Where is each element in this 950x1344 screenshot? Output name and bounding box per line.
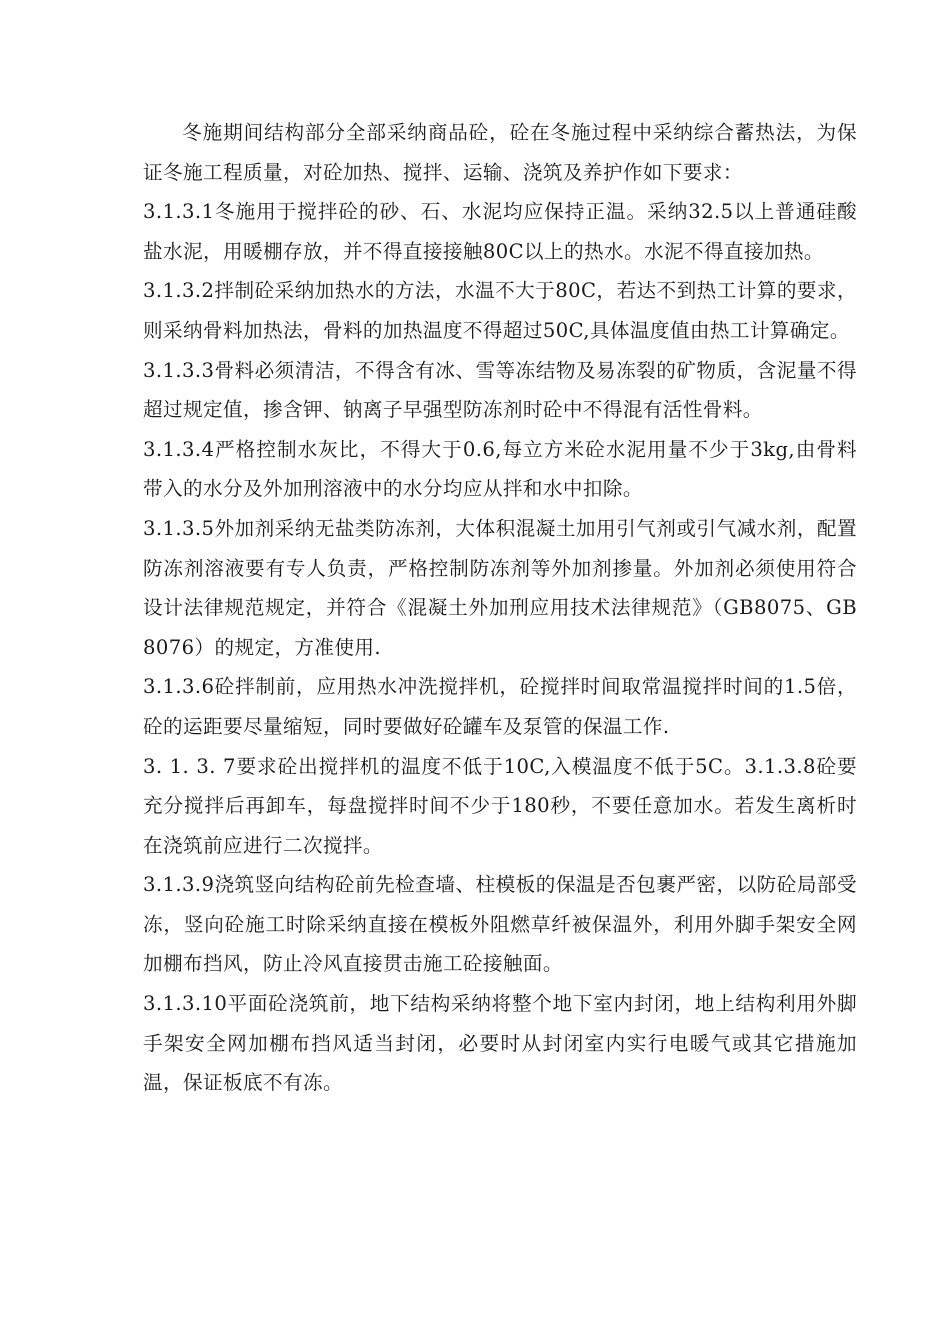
clause-3-1-3-2: 3.1.3.2拌制砼采纳加热水的方法，水温不大于80C，若达不到热工计算的要求，则采纳骨料加热法，骨料的加热温度不得超过50C,具体温度值由热工计算确定。 bbox=[143, 279, 857, 342]
clause-3-1-3-5: 3.1.3.5外加剂采纳无盐类防冻剂，大体积混凝土加用引气剂或引气减水剂，配置防冻剂溶液要有专人负责，严格控制防冻剂等外加剂掺量。外加剂必须使用符合设计法律规范规定，并符合《混凝土外加刑应用技术法律规范》（GB8075、GB8076）的规定，方准使用. bbox=[143, 516, 857, 659]
clause-3-1-3-9: 3.1.3.9浇筑竖向结构砼前先检查墙、柱模板的保温是否包裹严密，以防砼局部受冻，竖向砼施工时除采纳直接在模板外阻燃草纤被保温外，利用外脚手架安全网加棚布挡风，防止冷风直接贯击施工砼接触面。 bbox=[143, 873, 857, 976]
clause-3-1-3-7: 3. 1. 3. 7要求砼出搅拌机的温度不低于10C,入模温度不低于5C。3.1.3.8砼要充分搅拌后再卸车，每盘搅拌时间不少于180秒，不要任意加水。若发生离析时在浇筑前应进行二次搅拌。 bbox=[143, 754, 857, 857]
clause-3-1-3-1: 3.1.3.1冬施用于搅拌砼的砂、石、水泥均应保持正温。采纳32.5以上普通硅酸盐水泥，用暖棚存放，并不得直接接触80C以上的热水。水泥不得直接加热。 bbox=[143, 200, 857, 263]
clause-3-1-3-10: 3.1.3.10平面砼浇筑前，地下结构采纳将整个地下室内封闭，地上结构利用外脚手架安全网加棚布挡风适当封闭，必要时从封闭室内实行电暖气或其它措施加温，保证板底不有冻。 bbox=[143, 992, 857, 1095]
clause-3-1-3-6: 3.1.3.6砼拌制前，应用热水冲洗搅拌机，砼搅拌时间取常温搅拌时间的1.5倍，砼的运距要尽量缩短，同时要做好砼罐车及泵管的保温工作. bbox=[143, 675, 857, 738]
clause-3-1-3-4: 3.1.3.4严格控制水灰比，不得大于0.6,每立方米砼水泥用量不少于3kg,由骨料带入的水分及外加刑溶液中的水分均应从拌和水中扣除。 bbox=[143, 437, 857, 501]
clause-3-1-3-3: 3.1.3.3骨料必须清洁，不得含有冰、雪等冻结物及易冻裂的矿物质，含泥量不得超过规定值，掺含钾、钠离子早强型防冻剂时砼中不得混有活性骨料。 bbox=[143, 358, 857, 422]
document-body bbox=[143, 113, 857, 1103]
intro-paragraph: 冬施期间结构部分全部采纳商品砼，砼在冬施过程中采纳综合蓄热法，为保证冬施工程质量，对砼加热、搅拌、运输、浇筑及养护作如下要求： bbox=[143, 121, 857, 184]
